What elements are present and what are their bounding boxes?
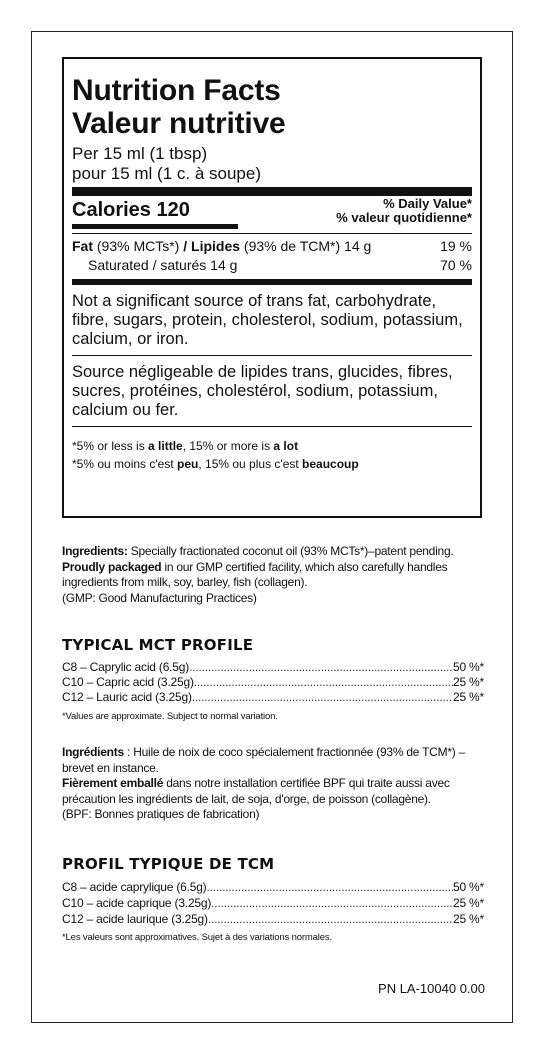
calories-label: Calories 120 — [72, 199, 190, 221]
profile-row-en — [62, 675, 484, 690]
profile-row-fr — [62, 880, 484, 895]
leader-dots — [189, 660, 453, 675]
profile-label: C8 – acide caprylique (6.5g) — [62, 880, 207, 894]
part-number: PN LA-10040 0.00 — [378, 981, 485, 996]
saturated-percent: 70 % — [440, 257, 472, 273]
calories-row — [72, 196, 472, 233]
packaged-text-en: in our GMP certified facility, which also carefully handles ingredients from milk, soy, barley, fish (collagen). — [62, 559, 448, 589]
nutrition-title-fr: Valeur nutritive — [72, 107, 286, 140]
bpf-definition: (BPF: Bonnes pratiques de fabrication) — [62, 807, 260, 821]
thick-divider — [72, 187, 472, 196]
footnote — [72, 427, 472, 473]
ingredients-en — [62, 544, 487, 606]
footnote-en-a: *5% or less is — [72, 439, 149, 453]
profile-label: C10 – acide caprique (3.25g) — [62, 896, 212, 910]
ingredients-label-fr: Ingrédients — [62, 745, 124, 759]
profile-label: C12 – acide laurique (3.25g) — [62, 912, 208, 926]
ingredients-text-fr: : Huile de noix de coco spécialement fractionnée (93% de TCM*) – brevet en instance. — [62, 745, 465, 775]
serving-size-fr: pour 15 ml (1 c. à soupe) — [72, 164, 261, 183]
fat-detail-en: (93% MCTs*) — [93, 238, 184, 254]
profile-value: 25 %* — [452, 675, 484, 689]
footnote-en-c: , 15% or more is — [182, 439, 274, 453]
footnote-fr-a: *5% ou moins c'est — [72, 457, 178, 471]
profile-row-fr — [62, 896, 484, 911]
daily-value-en: % Daily Value* — [383, 196, 472, 211]
saturated-row — [72, 257, 472, 276]
calories-underline — [72, 224, 238, 229]
nutrition-title-en: Nutrition Facts — [72, 74, 281, 107]
saturated-label: Saturated / saturés 14 g — [88, 257, 238, 273]
footnote-fr — [72, 455, 472, 473]
note-en: Not a significant source of trans fat, carbohydrate, fibre, sugars, protein, cholesterol, sodium, potassium, calcium, or iron. — [72, 292, 463, 348]
thin-divider — [72, 233, 472, 234]
leader-dots — [211, 896, 453, 911]
daily-value-header — [336, 197, 472, 225]
leader-dots — [194, 675, 453, 690]
profile-label: C8 – Caprylic acid (6.5g) — [62, 660, 190, 674]
nutrition-facts-table — [62, 57, 482, 518]
profile-row-fr — [62, 912, 484, 927]
mct-profile-heading-en: TYPICAL MCT PROFILE — [62, 636, 254, 654]
packaged-text-fr: dans notre installation certifiée BPF qui traite aussi avec précaution les ingrédients de lait, de soja, d'orge, de poisson (collagène). — [62, 776, 450, 806]
note-fr: Source négligeable de lipides trans, glucides, fibres, sucres, protéines, cholestérol, sodium, potassium, calcium ou fer. — [72, 363, 453, 419]
fat-label-en: Fat — [72, 238, 93, 254]
leader-dots — [192, 690, 453, 705]
profile-note-fr: *Les valeurs sont approximatives. Sujet à des variations normales. — [62, 932, 332, 943]
packaged-bold-fr: Fièrement emballé — [62, 776, 164, 790]
fat-label-fr: / Lipides — [183, 238, 241, 254]
serving-size-en: Per 15 ml (1 tbsp) — [72, 144, 208, 163]
footnote-en — [72, 437, 472, 455]
profile-value: 50 %* — [452, 660, 484, 674]
footnote-en-b: a little — [148, 439, 183, 453]
leader-dots — [206, 880, 452, 895]
fat-row — [72, 238, 472, 257]
ingredients-text-en: Specially fractionated coconut oil (93% MCTs*)–patent pending. — [127, 544, 454, 558]
ingredients-label-en: Ingredients: — [62, 544, 128, 558]
ingredients-fr — [62, 745, 487, 823]
daily-value-fr: % valeur quotidienne* — [336, 210, 472, 225]
fat-percent: 19 % — [440, 238, 472, 254]
profile-note-en: *Values are approximate. Subject to normal variation. — [62, 711, 278, 722]
profile-label: C10 – Capric acid (3.25g) — [62, 675, 194, 689]
footnote-fr-c: , 15% ou plus c'est — [198, 457, 303, 471]
mct-profile-heading-fr: PROFIL TYPIQUE DE TCM — [62, 855, 275, 873]
gmp-definition: (GMP: Good Manufacturing Practices) — [62, 590, 257, 605]
packaged-bold-en: Proudly packaged — [62, 559, 162, 574]
footnote-fr-b: peu — [177, 457, 199, 471]
profile-value: 50 %* — [452, 880, 484, 894]
profile-label: C12 – Lauric acid (3.25g) — [62, 690, 192, 704]
fat-detail-fr: (93% de TCM*) 14 g — [240, 238, 372, 254]
footnote-fr-d: beaucoup — [302, 457, 359, 471]
footnote-en-d: a lot — [273, 439, 299, 453]
profile-row-en — [62, 660, 484, 675]
profile-row-en — [62, 690, 484, 705]
profile-value: 25 %* — [452, 896, 484, 910]
profile-value: 25 %* — [452, 690, 484, 704]
leader-dots — [208, 912, 453, 927]
profile-value: 25 %* — [452, 912, 484, 926]
